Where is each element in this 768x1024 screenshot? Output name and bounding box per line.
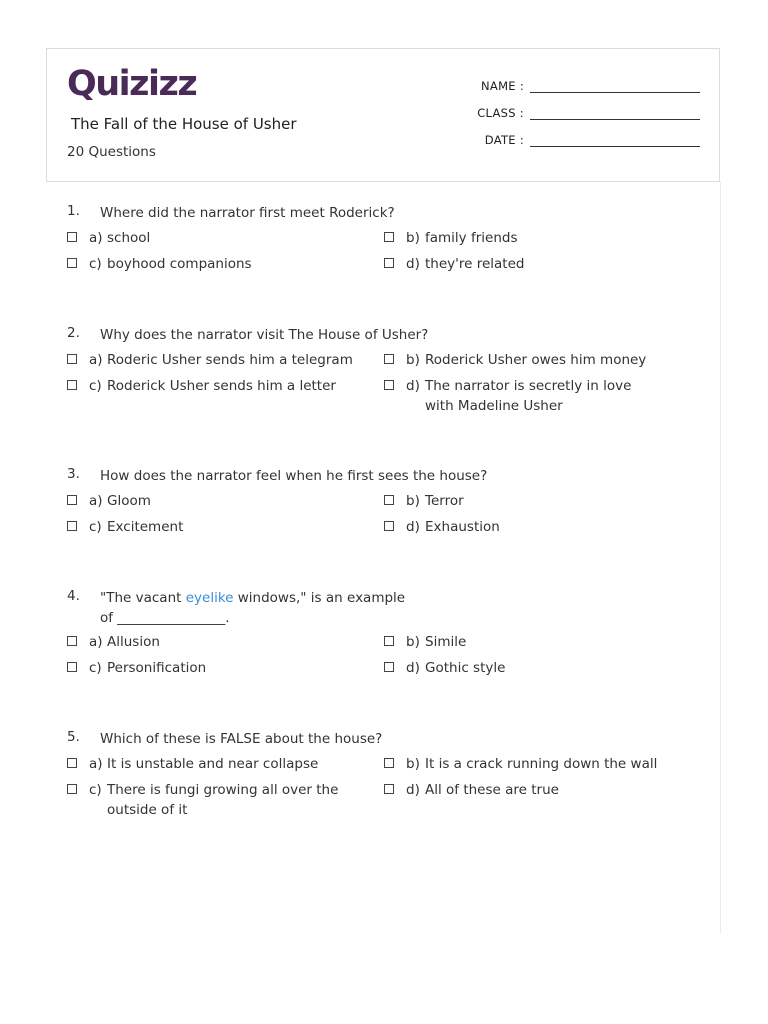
option-text: It is unstable and near collapse bbox=[107, 756, 319, 772]
checkbox[interactable] bbox=[67, 784, 77, 794]
option-text: school bbox=[107, 230, 151, 246]
checkbox[interactable] bbox=[384, 495, 394, 505]
option-text: Terror bbox=[425, 493, 464, 509]
option-letter: d) bbox=[406, 519, 420, 535]
question-text: How does the narrator feel when he first sees the house? bbox=[100, 468, 488, 484]
checkbox[interactable] bbox=[67, 258, 77, 268]
class-field[interactable] bbox=[420, 106, 702, 126]
option-text: Roderick Usher sends him a letter bbox=[107, 378, 336, 394]
checkbox[interactable] bbox=[384, 784, 394, 794]
question-text-before: "The vacant bbox=[100, 590, 186, 606]
question-text bbox=[100, 588, 410, 628]
option-letter: a) bbox=[89, 230, 103, 246]
question-number: 1. bbox=[67, 203, 80, 219]
checkbox[interactable] bbox=[384, 636, 394, 646]
option-letter: c) bbox=[89, 782, 102, 798]
question-number: 5. bbox=[67, 729, 80, 745]
question-text: Where did the narrator first meet Roderick? bbox=[100, 205, 395, 221]
option-text: Excitement bbox=[107, 519, 184, 535]
option-letter: d) bbox=[406, 256, 420, 272]
name-label: NAME : bbox=[481, 79, 524, 93]
name-field[interactable] bbox=[420, 79, 702, 99]
checkbox[interactable] bbox=[384, 380, 394, 390]
checkbox[interactable] bbox=[67, 354, 77, 364]
name-line[interactable] bbox=[530, 92, 700, 93]
checkbox[interactable] bbox=[67, 521, 77, 531]
option-text: Gothic style bbox=[425, 660, 506, 676]
option-letter: b) bbox=[406, 352, 420, 368]
option-letter: a) bbox=[89, 493, 103, 509]
option-letter: a) bbox=[89, 634, 103, 650]
checkbox[interactable] bbox=[384, 232, 394, 242]
option-text: Roderick Usher owes him money bbox=[425, 352, 647, 368]
option-text: Simile bbox=[425, 634, 467, 650]
date-field[interactable] bbox=[420, 133, 702, 153]
option-letter: a) bbox=[89, 756, 103, 772]
option-letter: c) bbox=[89, 378, 102, 394]
option-text: they're related bbox=[425, 256, 525, 272]
option-text: It is a crack running down the wall bbox=[425, 756, 658, 772]
checkbox[interactable] bbox=[384, 662, 394, 672]
option-letter: b) bbox=[406, 756, 420, 772]
question-text: Which of these is FALSE about the house? bbox=[100, 731, 383, 747]
option-letter: b) bbox=[406, 493, 420, 509]
class-label: CLASS : bbox=[477, 106, 524, 120]
option-letter: d) bbox=[406, 378, 420, 394]
question-number: 3. bbox=[67, 466, 80, 482]
quizizz-logo: Quizizz bbox=[67, 64, 197, 104]
question-text-after: windows," is an example of ________________. bbox=[100, 590, 406, 626]
option-letter: a) bbox=[89, 352, 103, 368]
option-text: The narrator is secretly in love with Madeline Usher bbox=[425, 378, 632, 414]
highlighted-word[interactable]: eyelike bbox=[185, 590, 234, 606]
page-edge-divider bbox=[720, 182, 721, 934]
option-letter: c) bbox=[89, 519, 102, 535]
option-text: Allusion bbox=[107, 634, 160, 650]
option-text: There is fungi growing all over the outside of it bbox=[107, 782, 339, 818]
checkbox[interactable] bbox=[67, 232, 77, 242]
date-line[interactable] bbox=[530, 146, 700, 147]
class-line[interactable] bbox=[530, 119, 700, 120]
option-text: Roderic Usher sends him a telegram bbox=[107, 352, 353, 368]
option-text: Exhaustion bbox=[425, 519, 500, 535]
checkbox[interactable] bbox=[384, 758, 394, 768]
checkbox[interactable] bbox=[67, 758, 77, 768]
option-letter: b) bbox=[406, 230, 420, 246]
checkbox[interactable] bbox=[67, 380, 77, 390]
question-text: Why does the narrator visit The House of Usher? bbox=[100, 327, 429, 343]
option-text: boyhood companions bbox=[107, 256, 252, 272]
checkbox[interactable] bbox=[384, 521, 394, 531]
question-number: 4. bbox=[67, 588, 80, 604]
checkbox[interactable] bbox=[384, 258, 394, 268]
option-text: Personification bbox=[107, 660, 207, 676]
option-letter: c) bbox=[89, 256, 102, 272]
option-letter: d) bbox=[406, 782, 420, 798]
checkbox[interactable] bbox=[67, 636, 77, 646]
option-text: All of these are true bbox=[425, 782, 559, 798]
date-label: DATE : bbox=[484, 133, 524, 147]
worksheet-title: The Fall of the House of Usher bbox=[71, 115, 297, 133]
question-count: 20 Questions bbox=[67, 144, 156, 160]
question-number: 2. bbox=[67, 325, 80, 341]
checkbox[interactable] bbox=[384, 354, 394, 364]
option-text: Gloom bbox=[107, 493, 151, 509]
option-letter: d) bbox=[406, 660, 420, 676]
checkbox[interactable] bbox=[67, 662, 77, 672]
option-letter: b) bbox=[406, 634, 420, 650]
checkbox[interactable] bbox=[67, 495, 77, 505]
option-text: family friends bbox=[425, 230, 518, 246]
option-letter: c) bbox=[89, 660, 102, 676]
